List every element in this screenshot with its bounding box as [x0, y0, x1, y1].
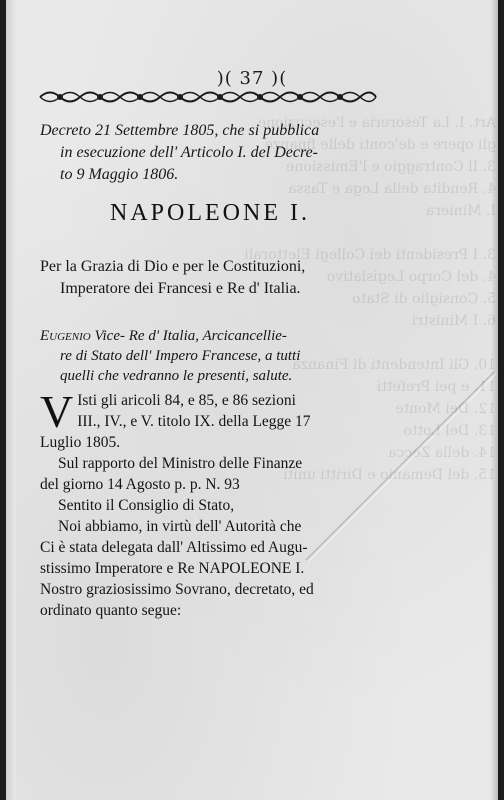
body-line: stissimo Imperatore e Re NAPOLEONE I.: [40, 560, 305, 577]
body-line: Ci è stata delegata dall' Altissimo ed Augu-: [40, 539, 308, 556]
book-page: [6, 0, 498, 800]
address-line: quelli che vedranno le presenti, salute.: [60, 368, 293, 384]
show-through-text: Art. I. La Tesoreria e l'esecuzione gli opere e de'conti delle finanze Il Contraggio e l'Emissione Rendita della Lega e Tassa Miniera I Presidenti dei Collegi Elettorali del Corpo Legislativo Consiglio di Stato I Ministri 10. Gli Intendenti di Finanza 11. e pei Prefetti 12. Monte 13. Del Lotto 14. della Zecca 15. del Demanio e Diritti uniti: [244, 115, 496, 483]
body-line: Sentito il Consiglio di Stato,: [58, 497, 235, 514]
body-line: Sul rapporto del Ministro delle Finanze: [58, 455, 303, 472]
decree-line: in esecuzione dell' Articolo I. del Decre-: [60, 144, 319, 161]
body-line: Isti gli aricoli 84, e 85, e 86 sezioni: [77, 392, 296, 409]
drop-cap: V: [40, 386, 74, 437]
body-line: Luglio 1805.: [40, 434, 121, 451]
body-line: III., IV., e V. titolo IX. della Legge 17: [77, 413, 311, 430]
document-title: NAPOLEONE I.: [110, 200, 310, 226]
body-line: del giorno 14 Agosto p. p. N. 93: [40, 476, 240, 493]
body-line: ordinato quanto segue:: [40, 602, 182, 619]
address-line: re di Stato dell' Impero Francese, a tutti: [60, 348, 301, 364]
address-line-rest: Vice- Re d' Italia, Arcicancellie-: [90, 328, 287, 344]
decree-line: Decreto 21 Settembre 1805, che si pubblica: [40, 122, 320, 139]
page-number: )( 37 )(: [216, 68, 288, 89]
page-fold-crease: [6, 0, 498, 800]
decree-line: to 9 Maggio 1806.: [60, 166, 179, 183]
body-line: Nostro graziosissimo Sovrano, decretato, ed: [40, 581, 314, 598]
body-line: Noi abbiamo, in virtù dell' Autorità che: [58, 518, 302, 535]
viceroy-name: Eugenio: [40, 328, 91, 344]
grace-line: Imperatore dei Francesi e Re d' Italia.: [60, 280, 301, 297]
grace-line: Per la Grazia di Dio e per le Costituzioni,: [40, 258, 306, 275]
